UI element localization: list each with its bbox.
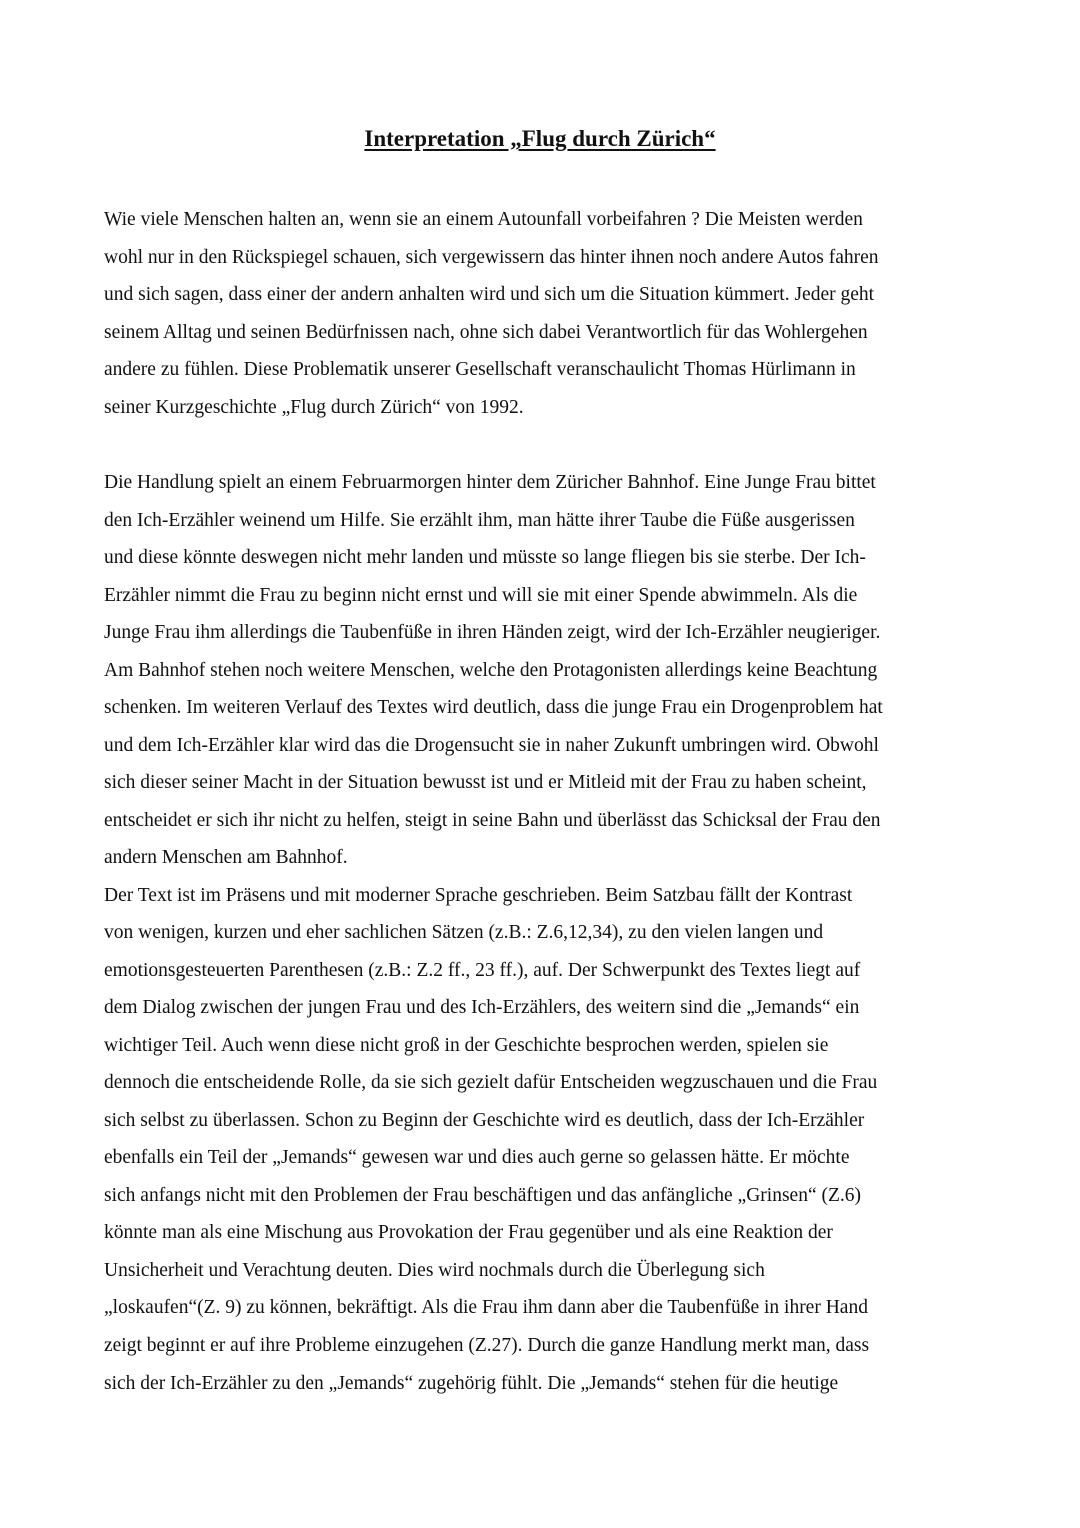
- text-line: sich der Ich-Erzähler zu den „Jemands“ zugehörig fühlt. Die „Jemands“ stehen für die heutige: [104, 1373, 839, 1394]
- text-line: wohl nur in den Rückspiegel schauen, sich vergewissern das hinter ihnen noch andere Autos fahren: [104, 247, 879, 268]
- text-line: Junge Frau ihm allerdings die Taubenfüße in ihren Händen zeigt, wird der Ich-Erzähler neugieriger.: [104, 622, 881, 643]
- text-line: Die Handlung spielt an einem Februarmorgen hinter dem Züricher Bahnhof. Eine Junge Frau bittet: [104, 472, 876, 493]
- text-line: ebenfalls ein Teil der „Jemands“ gewesen war und dies auch gerne so gelassen hätte. Er möchte: [104, 1147, 850, 1168]
- text-line: dem Dialog zwischen der jungen Frau und des Ich-Erzählers, des weitern sind die „Jemands“ ein: [104, 997, 860, 1018]
- text-line: dennoch die entscheidende Rolle, da sie sich gezielt dafür Entscheiden wegzuschauen und die Frau: [104, 1072, 878, 1093]
- text-line: sich dieser seiner Macht in der Situation bewusst ist und er Mitleid mit der Frau zu haben scheint,: [104, 772, 867, 793]
- text-line: und sich sagen, dass einer der andern anhalten wird und sich um die Situation kümmert. Jeder geht: [104, 284, 875, 305]
- text-line: und dem Ich-Erzähler klar wird das die Drogensucht sie in naher Zukunft umbringen wird. Obwohl: [104, 735, 879, 756]
- text-line: „loskaufen“(Z. 9) zu können, bekräftigt. Als die Frau ihm dann aber die Taubenfüße in ihrer Hand: [104, 1297, 868, 1318]
- text-line: seiner Kurzgeschichte „Flug durch Zürich“ von 1992.: [104, 397, 524, 418]
- text-line: entscheidet er sich ihr nicht zu helfen, steigt in seine Bahn und überlässt das Schicksal der Frau den: [104, 810, 881, 831]
- text-line: sich selbst zu überlassen. Schon zu Beginn der Geschichte wird es deutlich, dass der Ich-Erzähler: [104, 1110, 865, 1131]
- text-line: Unsicherheit und Verachtung deuten. Dies wird nochmals durch die Überlegung sich: [104, 1260, 765, 1281]
- text-line: Am Bahnhof stehen noch weitere Menschen, welche den Protagonisten allerdings keine Beachtung: [104, 660, 878, 681]
- text-line: schenken. Im weiteren Verlauf des Textes wird deutlich, dass die junge Frau ein Drogenproblem hat: [104, 697, 883, 718]
- text-line: seinem Alltag und seinen Bedürfnissen nach, ohne sich dabei Verantwortlich für das Wohlergehen: [104, 322, 868, 343]
- text-line: wichtiger Teil. Auch wenn diese nicht groß in der Geschichte besprochen werden, spielen sie: [104, 1035, 829, 1056]
- text-line: und diese könnte deswegen nicht mehr landen und müsste so lange fliegen bis sie sterbe. Der Ich-: [104, 547, 866, 568]
- text-line: Erzähler nimmt die Frau zu beginn nicht ernst und will sie mit einer Spende abwimmeln. Als die: [104, 585, 858, 606]
- text-line: zeigt beginnt er auf ihre Probleme einzugehen (Z.27). Durch die ganze Handlung merkt man, dass: [104, 1335, 870, 1356]
- text-line: könnte man als eine Mischung aus Provokation der Frau gegenüber und als eine Reaktion der: [104, 1222, 833, 1243]
- text-line: emotionsgesteuerten Parenthesen (z.B.: Z.2 ff., 23 ff.), auf. Der Schwerpunkt des Textes liegt auf: [104, 960, 861, 981]
- text-line: Der Text ist im Präsens und mit moderner Sprache geschrieben. Beim Satzbau fällt der Kontrast: [104, 885, 853, 906]
- text-line: den Ich-Erzähler weinend um Hilfe. Sie erzählt ihm, man hätte ihrer Taube die Füße ausgerissen: [104, 510, 855, 531]
- text-line: Wie viele Menschen halten an, wenn sie an einem Autounfall vorbeifahren ? Die Meisten werden: [104, 209, 863, 230]
- text-line: andern Menschen am Bahnhof.: [104, 847, 348, 868]
- text-line: von wenigen, kurzen und eher sachlichen Sätzen (z.B.: Z.6,12,34), zu den vielen langen und: [104, 922, 824, 943]
- document-title: Interpretation „Flug durch Zürich“: [364, 126, 716, 151]
- text-line: sich anfangs nicht mit den Problemen der Frau beschäftigen und das anfängliche „Grinsen“ (Z.6): [104, 1185, 862, 1206]
- text-line: andere zu fühlen. Diese Problematik unserer Gesellschaft veranschaulicht Thomas Hürlimann in: [104, 359, 856, 380]
